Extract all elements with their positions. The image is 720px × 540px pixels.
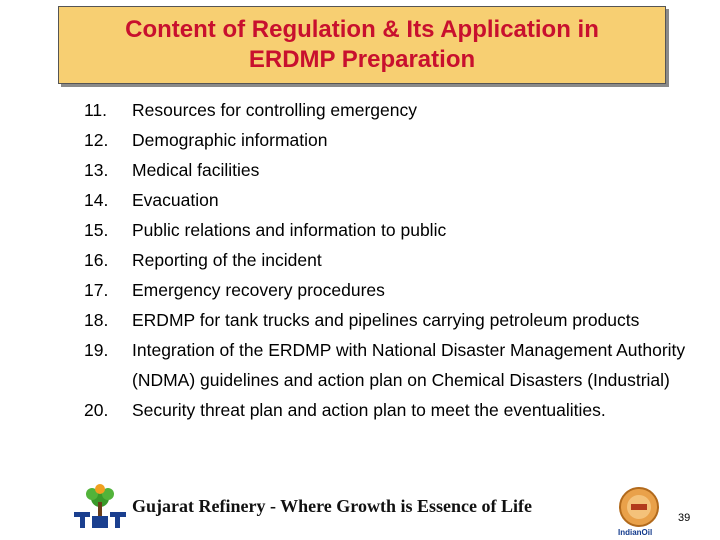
- item-number: 11.: [84, 100, 108, 120]
- item-number: 19.: [84, 340, 109, 360]
- item-text: Demographic information: [132, 130, 328, 150]
- item-number: 14.: [84, 190, 109, 210]
- item-text: Integration of the ERDMP with National Disaster Management Authority (NDMA) guidelines and action plan on Chemical Disasters (Industrial): [132, 340, 686, 390]
- item-text: Emergency recovery procedures: [132, 280, 385, 300]
- list-item: [84, 395, 704, 425]
- item-text: Resources for controlling emergency: [132, 100, 417, 120]
- list-item: [84, 155, 704, 185]
- list-item: [84, 305, 704, 335]
- item-number: 12.: [84, 130, 109, 150]
- item-text: Reporting of the incident: [132, 250, 322, 270]
- list-item: [84, 275, 704, 305]
- indianoil-logo-icon: [616, 486, 662, 533]
- footer-tagline: Gujarat Refinery - Where Growth is Essence of Life: [132, 496, 532, 516]
- title-line-2: ERDMP Preparation: [248, 46, 476, 73]
- tree-logo-icon: [72, 482, 128, 535]
- title-banner: [58, 6, 666, 84]
- item-number: 16.: [84, 250, 109, 270]
- item-number: 18.: [84, 310, 109, 330]
- item-number: 15.: [84, 220, 109, 240]
- item-number: 20.: [84, 400, 109, 420]
- list-item: [84, 215, 704, 245]
- list-item: [84, 125, 704, 155]
- list-item: [84, 335, 704, 395]
- list-item: [84, 95, 704, 125]
- list-item: [84, 245, 704, 275]
- item-text: Public relations and information to public: [132, 220, 447, 240]
- list-item: [84, 185, 704, 215]
- title-line-1: Content of Regulation & Its Application in: [125, 16, 599, 43]
- page-number: 39: [678, 512, 691, 524]
- item-number: 13.: [84, 160, 109, 180]
- item-number: 17.: [84, 280, 109, 300]
- item-text: Security threat plan and action plan to meet the eventualities.: [132, 400, 606, 420]
- item-text: Medical facilities: [132, 160, 260, 180]
- item-text: Evacuation: [132, 190, 219, 210]
- item-text: ERDMP for tank trucks and pipelines carrying petroleum products: [132, 310, 640, 330]
- indianoil-label: IndianOil: [618, 528, 653, 537]
- regulation-list: [84, 95, 704, 425]
